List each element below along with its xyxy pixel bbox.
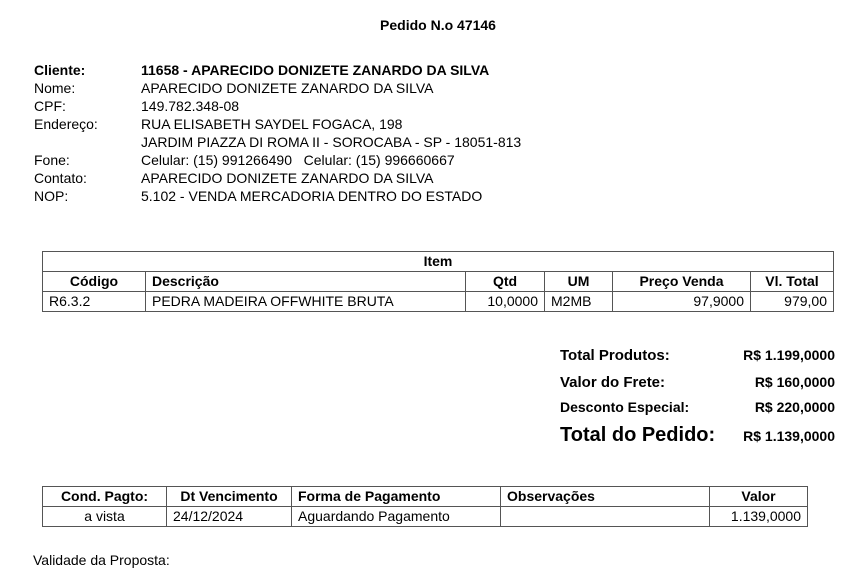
payment-table xyxy=(42,486,808,527)
total-produtos-value: R$ 1.199,0000 xyxy=(743,347,835,363)
total-produtos-label: Total Produtos: xyxy=(560,347,670,364)
col-dt-vencimento: Dt Vencimento xyxy=(167,487,292,507)
cell-um: M2MB xyxy=(545,292,613,312)
desconto-value: R$ 220,0000 xyxy=(754,399,835,415)
col-codigo: Código xyxy=(43,272,146,292)
nop-value: 5.102 - VENDA MERCADORIA DENTRO DO ESTADO xyxy=(141,188,483,204)
endereco-line2: JARDIM PIAZZA DI ROMA II - SOROCABA - SP - 18051-813 xyxy=(141,134,522,150)
contato-value: APARECIDO DONIZETE ZANARDO DA SILVA xyxy=(141,170,434,186)
nome-label: Nome: xyxy=(34,80,76,96)
cell-qtd: 10,0000 xyxy=(466,292,545,312)
endereco-line1: RUA ELISABETH SAYDEL FOGACA, 198 xyxy=(141,116,403,132)
contato-label: Contato: xyxy=(34,170,87,186)
table-row xyxy=(43,292,834,312)
fone-value: Celular: (15) 991266490 Celular: (15) 996660667 xyxy=(141,152,455,168)
cliente-label: Cliente: xyxy=(34,62,86,78)
desconto-label: Desconto Especial: xyxy=(560,399,690,415)
cell-forma-pagamento: Aguardando Pagamento xyxy=(292,507,501,527)
total-pedido-label: Total do Pedido: xyxy=(560,424,716,446)
frete-value: R$ 160,0000 xyxy=(754,374,835,390)
col-forma-pagamento: Forma de Pagamento xyxy=(292,487,501,507)
totals xyxy=(560,347,835,447)
nop-label: NOP: xyxy=(34,188,69,204)
fone-label: Fone: xyxy=(34,152,70,168)
table-row xyxy=(43,507,808,527)
cell-codigo: R6.3.2 xyxy=(43,292,146,312)
validade-label: Validade da Proposta: xyxy=(33,552,170,568)
total-pedido-value: R$ 1.139,0000 xyxy=(743,428,835,444)
cpf-value: 149.782.348-08 xyxy=(141,98,240,114)
items-caption: Item xyxy=(43,252,834,272)
col-um: UM xyxy=(545,272,613,292)
col-qtd: Qtd xyxy=(466,272,545,292)
cell-descricao: PEDRA MADEIRA OFFWHITE BRUTA xyxy=(146,292,466,312)
frete-label: Valor do Frete: xyxy=(560,374,666,391)
cell-preco: 97,9000 xyxy=(613,292,751,312)
cell-cond-pagto: a vista xyxy=(43,507,167,527)
cell-total: 979,00 xyxy=(751,292,834,312)
col-valor: Valor xyxy=(710,487,808,507)
col-observacoes: Observações xyxy=(501,487,710,507)
col-preco: Preço Venda xyxy=(613,272,751,292)
cell-dt-vencimento: 24/12/2024 xyxy=(167,507,292,527)
cliente-value: 11658 - APARECIDO DONIZETE ZANARDO DA SILVA xyxy=(141,62,490,78)
cell-valor: 1.139,0000 xyxy=(710,507,808,527)
endereco-label: Endereço: xyxy=(34,116,98,132)
page-title: Pedido N.o 47146 xyxy=(380,17,496,33)
nome-value: APARECIDO DONIZETE ZANARDO DA SILVA xyxy=(141,80,434,96)
col-cond-pagto: Cond. Pagto: xyxy=(43,487,167,507)
cell-observacoes xyxy=(501,507,710,527)
col-descricao: Descrição xyxy=(146,272,466,292)
cpf-label: CPF: xyxy=(34,98,66,114)
col-total: Vl. Total xyxy=(751,272,834,292)
items-table xyxy=(42,251,834,312)
